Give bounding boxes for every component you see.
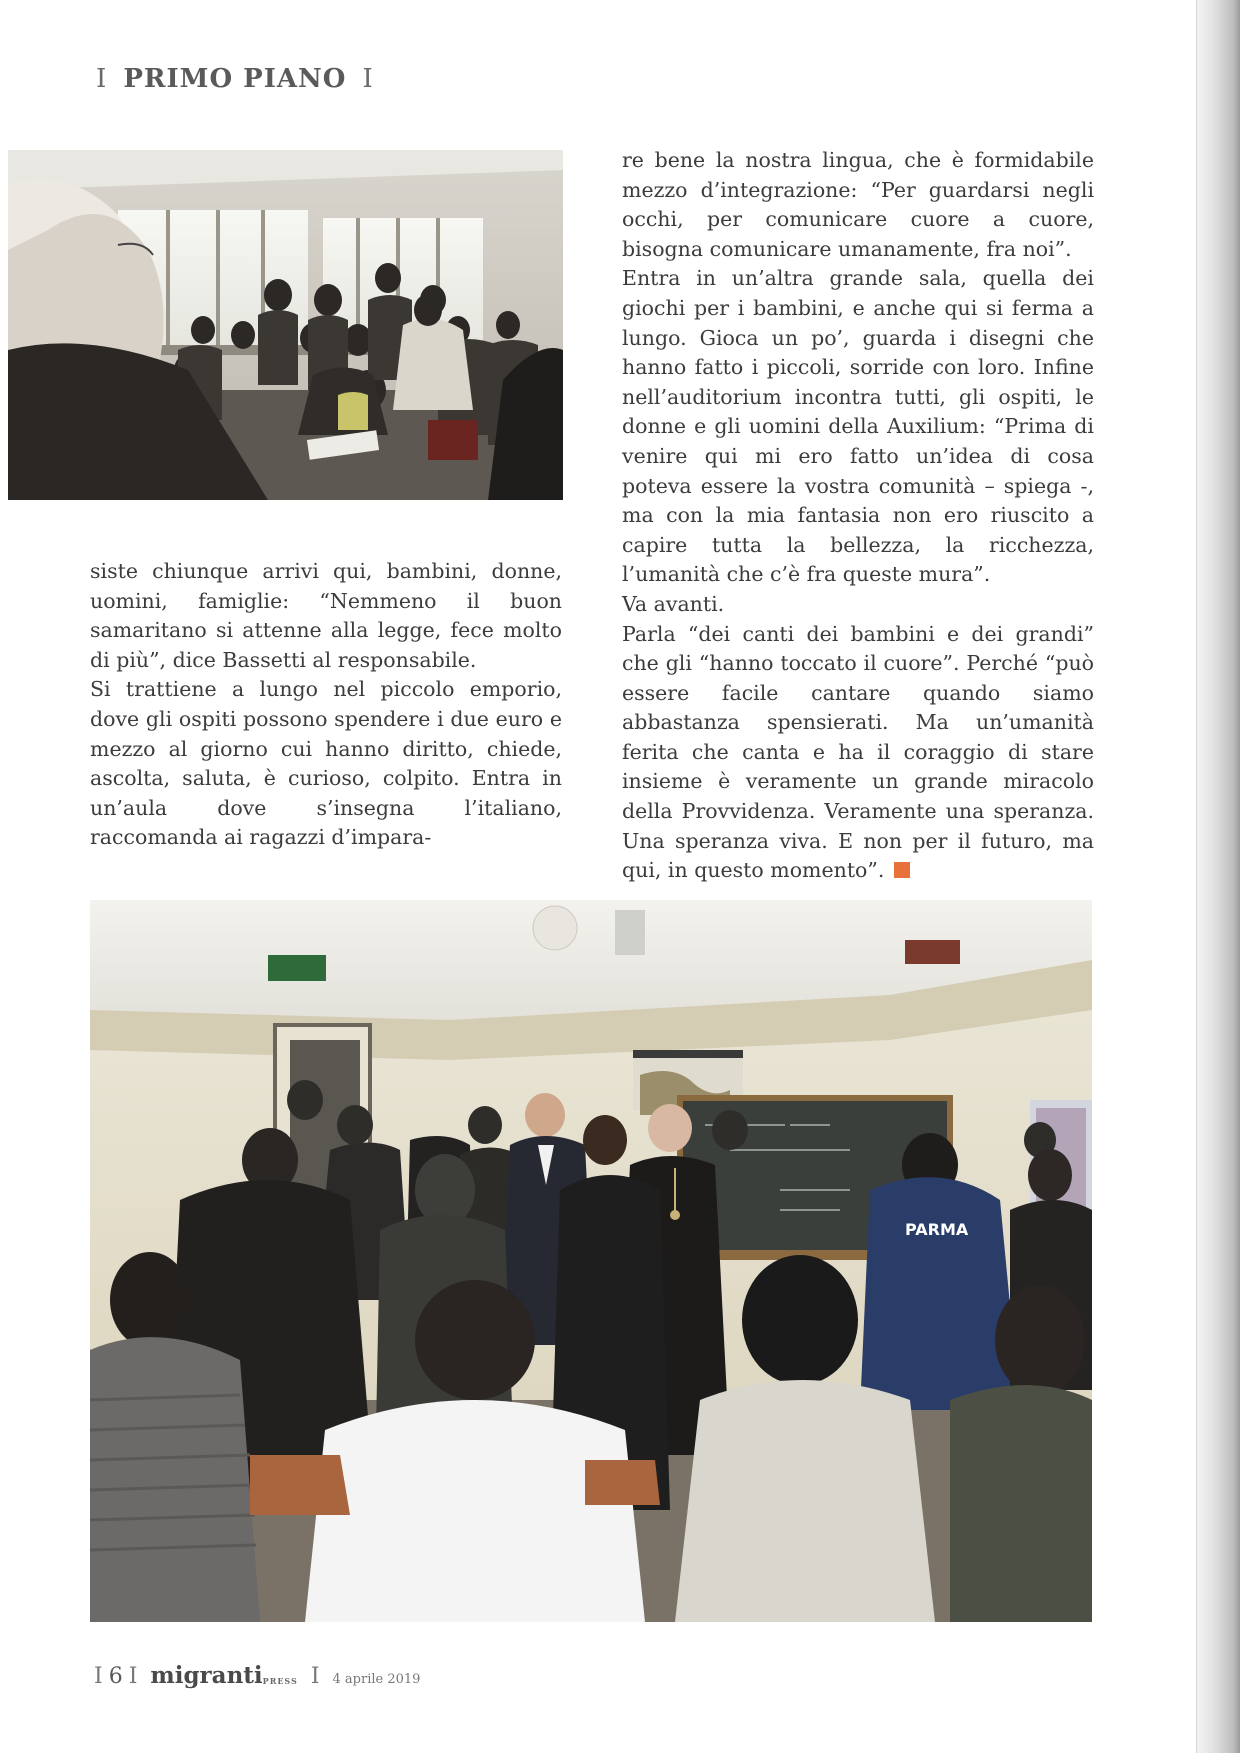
article-paragraph: re bene la nostra lingua, che è formidabile mezzo d’integrazione: “Per guardarsi negli occhi, per comunicare cuore a cuore, bisogna comunicare umanamente, fra noi”. bbox=[622, 148, 1094, 261]
article-end-mark bbox=[894, 862, 910, 878]
jersey-text: PARMA bbox=[905, 1220, 969, 1239]
photo-classroom-illustration bbox=[8, 150, 563, 500]
article-paragraph: Va avanti. bbox=[622, 591, 725, 616]
issue-date: 4 aprile 2019 bbox=[332, 1672, 421, 1687]
photo-bishop-visit bbox=[90, 900, 1092, 1622]
article-paragraph-final bbox=[622, 620, 1094, 886]
photo-bishop-illustration bbox=[90, 900, 1092, 1622]
article-column-right bbox=[622, 146, 1094, 886]
header-bar-right: I bbox=[362, 64, 374, 94]
header-bar-left: I bbox=[96, 64, 108, 94]
footer-bar: I bbox=[94, 1664, 103, 1689]
footer-bar: I bbox=[128, 1664, 138, 1689]
article-paragraph-text: Parla “dei canti dei bambini e dei grandi” che gli “hanno toccato il cuore”. Perché “può essere facile cantare quando siamo abbastanza spensierati. Ma un’umanità ferita che canta e ha il coraggio di stare insieme è veramente un grande miracolo della Provvidenza. Veramente una speranza. Una speranza viva. E non per il futuro, ma qui, in questo momento”. bbox=[622, 621, 1094, 883]
article-paragraph: siste chiunque arrivi qui, bambini, donne, uomini, famiglie: “Nemmeno il buon samaritano si attenne alla legge, fece molto di più”, dice Bassetti al responsabile. bbox=[90, 559, 562, 672]
article-column-left bbox=[90, 557, 562, 853]
publication-brand: migranti bbox=[150, 1662, 263, 1689]
footer-bar: I bbox=[310, 1664, 320, 1689]
section-title: PRIMO PIANO bbox=[123, 64, 347, 94]
page-edge-line bbox=[1196, 0, 1197, 1753]
photo-classroom-visit bbox=[8, 150, 563, 500]
publication-brand-suffix: PRESS bbox=[262, 1676, 298, 1686]
section-header bbox=[90, 64, 380, 94]
article-paragraph: Entra in un’altra grande sala, quella dei giochi per i bambini, e anche qui si ferma a lungo. Gioca un po’, guarda i disegni che hanno fatto i piccoli, sorride con loro. Infine nell’auditorium incontra tutti, gli ospiti, le donne e gli uomini della Auxilium: “Prima di venire qui mi ero fatto un’idea di cosa poteva essere la vostra comunità – spiega -, ma con la mia fantasia non ero riuscito a capire tutta la bellezza, la ricchezza, l’umanità che c’è fra queste mura”. bbox=[622, 266, 1094, 587]
page-footer bbox=[88, 1662, 420, 1689]
article-paragraph: Si trattiene a lungo nel piccolo emporio, dove gli ospiti possono spendere i due euro e mezzo al giorno cui hanno diritto, chiede, ascolta, saluta, è curioso, colpito. Entra in un’aula dove s’insegna l’italiano, raccomanda ai ragazzi d’impara- bbox=[90, 677, 562, 850]
page-binding-shadow bbox=[1196, 0, 1240, 1753]
page-number: 6 bbox=[108, 1664, 123, 1689]
